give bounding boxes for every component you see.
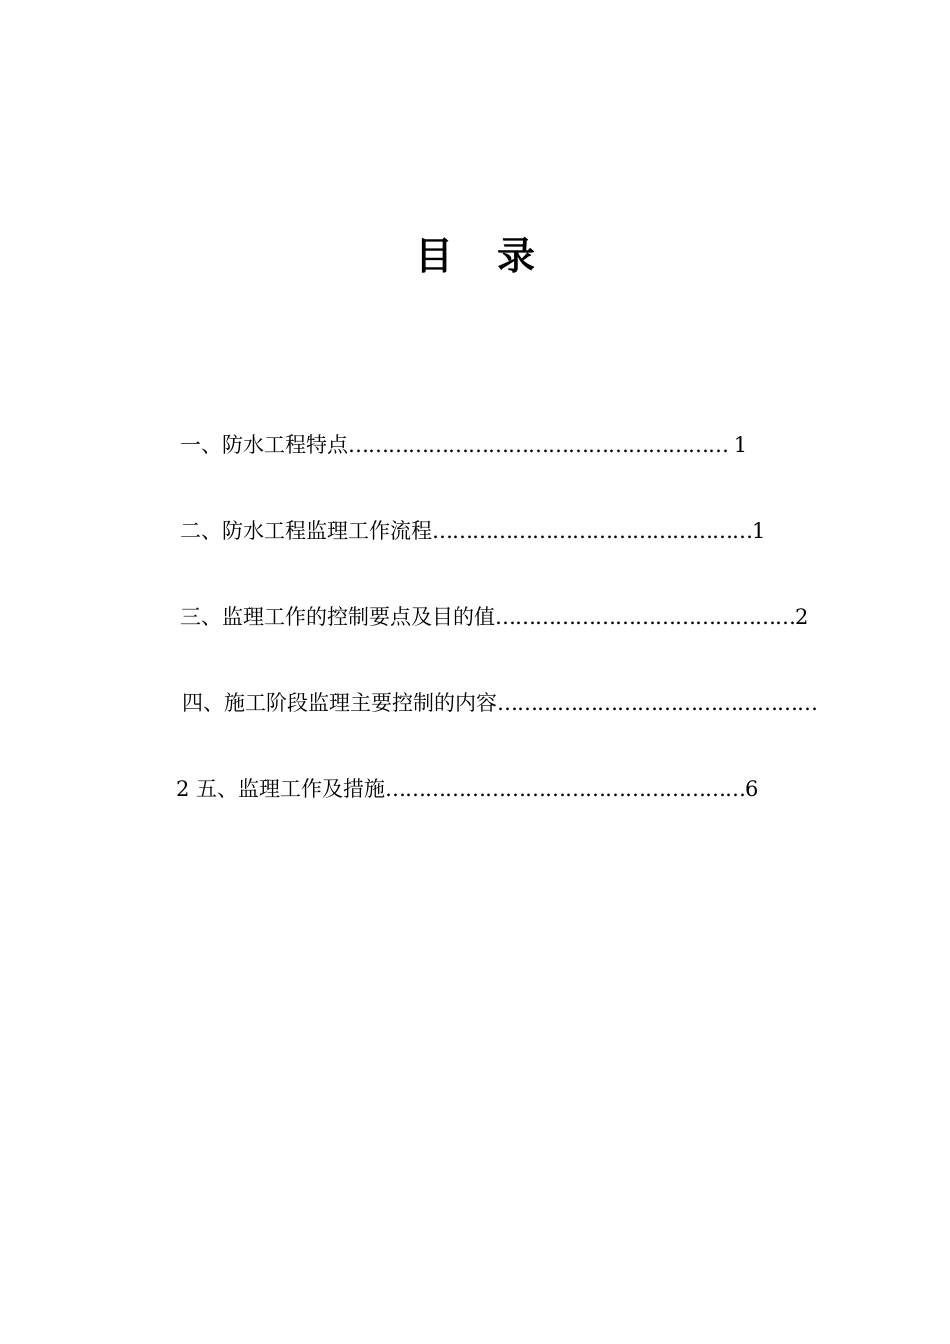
toc-entry-leader: ………………………………………… <box>497 691 817 715</box>
toc-entry-1 <box>180 430 747 460</box>
toc-entry-label: 四、施工阶段监理主要控制的内容 <box>182 691 497 715</box>
title-char-2: 录 <box>497 233 536 278</box>
toc-entry-leader: ………………………………………… <box>432 519 752 543</box>
toc-entry-page: 2 <box>795 605 809 629</box>
toc-entry-label: 2 五、监理工作及措施 <box>176 777 386 801</box>
toc-entry-4 <box>182 688 817 718</box>
toc-entry-leader: ……………………………………………… <box>385 777 746 801</box>
toc-entry-leader: ……………………………………… <box>495 605 795 629</box>
toc-entry-page: 1 <box>752 519 766 543</box>
toc-entry-label: 一、防水工程特点 <box>180 433 348 457</box>
toc-entry-page: 6 <box>745 777 759 801</box>
toc-entry-3 <box>180 602 808 632</box>
title-char-1: 目 <box>414 233 453 278</box>
toc-entry-5 <box>176 774 758 804</box>
toc-entry-label: 二、防水工程监理工作流程 <box>180 519 432 543</box>
toc-entry-2 <box>180 516 765 546</box>
page-title <box>0 228 950 284</box>
toc-entry-page: 1 <box>733 433 748 457</box>
toc-entry-leader: ………………………………………………… <box>348 433 734 457</box>
toc-entry-label: 三、监理工作的控制要点及目的值 <box>180 605 495 629</box>
